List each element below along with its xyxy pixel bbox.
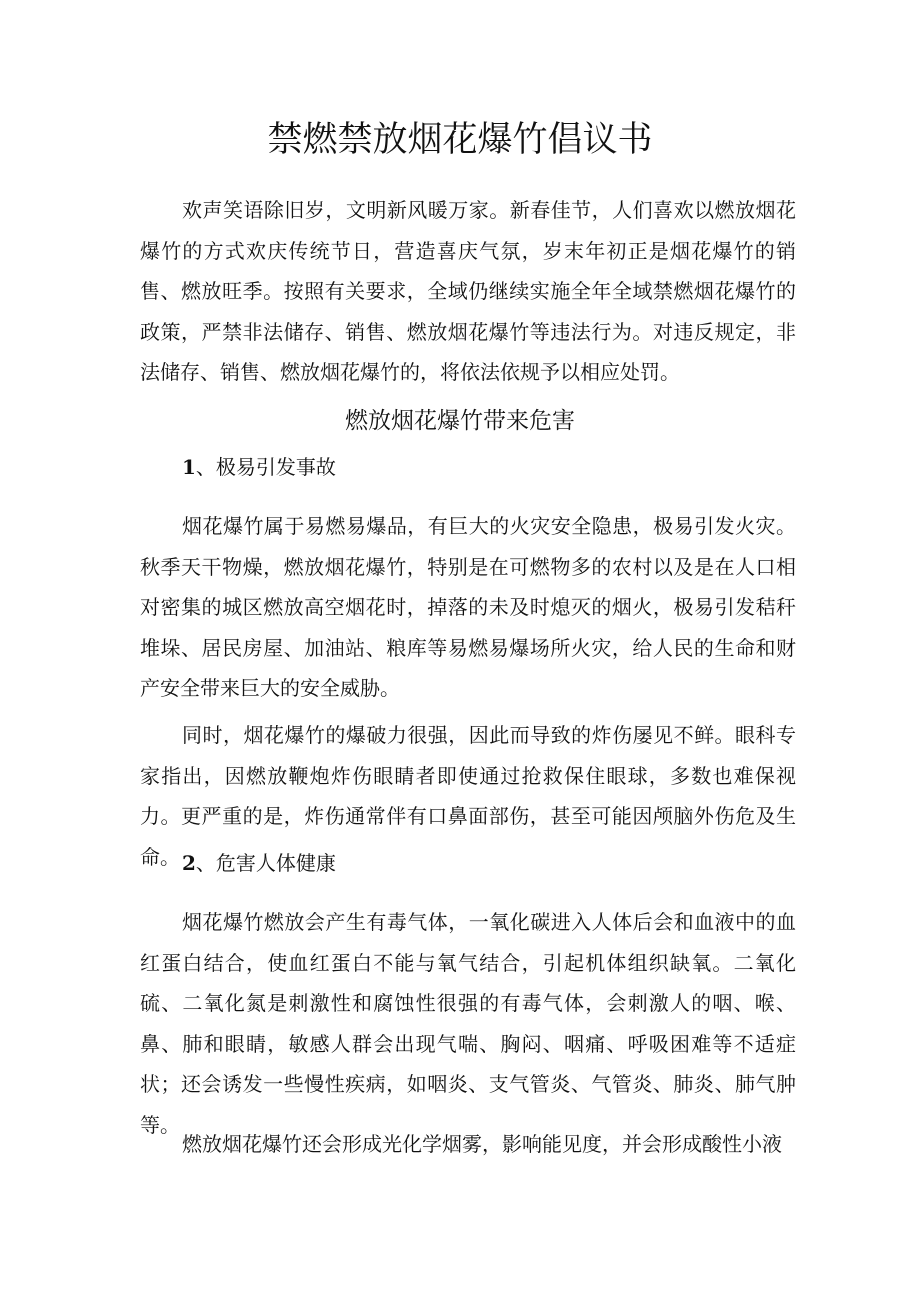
item-heading-2 — [182, 845, 336, 881]
item-heading-1 — [182, 449, 336, 485]
item-1-paragraph-1: 烟花爆竹属于易燃易爆品，有巨大的火灾安全隐患，极易引发火灾。秋季天干物燥，燃放烟花爆竹，特别是在可燃物多的农村以及是在人口相对密集的城区燃放高空烟花时，掉落的未及时熄灭的烟火，极易引发秸秆堆垛、居民房屋、加油站、粮库等易燃易爆场所火灾，给人民的生命和财产安全带来巨大的安全威胁。 — [140, 514, 796, 700]
item-2-paragraph-1: 烟花爆竹燃放会产生有毒气体，一氧化碳进入人体后会和血液中的血红蛋白结合，使血红蛋白不能与氧气结合，引起机体组织缺氧。二氧化硫、二氧化氮是刺激性和腐蚀性很强的有毒气体，会刺激人的咽、喉、鼻、肺和眼睛，敏感人群会出现气喘、胸闷、咽痛、呼吸困难等不适症状；还会诱发一些慢性疾病，如咽炎、支气管炎、气管炎、肺炎、肺气肿等。 — [140, 910, 796, 1137]
document-title: 禁燃禁放烟花爆竹倡议书 — [267, 120, 653, 160]
item-heading-text: 、危害人体健康 — [195, 851, 336, 875]
item-2-paragraph-2: 燃放烟花爆竹还会形成光化学烟雾，影响能见度，并会形成酸性小液 — [182, 1132, 782, 1156]
item-number: 1 — [182, 455, 196, 479]
section-heading: 燃放烟花爆竹带来危害 — [345, 408, 575, 434]
intro-paragraph: 欢声笑语除旧岁，文明新风暖万家。新春佳节，人们喜欢以燃放烟花爆竹的方式欢庆传统节日，营造喜庆气氛，岁末年初正是烟花爆竹的销售、燃放旺季。按照有关要求，全域仍继续实施全年全域禁燃烟花爆竹的政策，严禁非法储存、销售、燃放烟花爆竹等违法行为。对违反规定，非法储存、销售、燃放烟花爆竹的，将依法依规予以相应处罚。 — [140, 198, 796, 384]
item-heading-text: 、极易引发事故 — [195, 455, 336, 479]
item-1-paragraph-2: 同时，烟花爆竹的爆破力很强，因此而导致的炸伤屡见不鲜。眼科专家指出，因燃放鞭炮炸伤眼睛者即使通过抢救保住眼球，多数也难保视力。更严重的是，炸伤通常伴有口鼻面部伤，甚至可能因颅脑外伤危及生命。 — [140, 723, 796, 869]
item-number: 2 — [182, 851, 196, 875]
